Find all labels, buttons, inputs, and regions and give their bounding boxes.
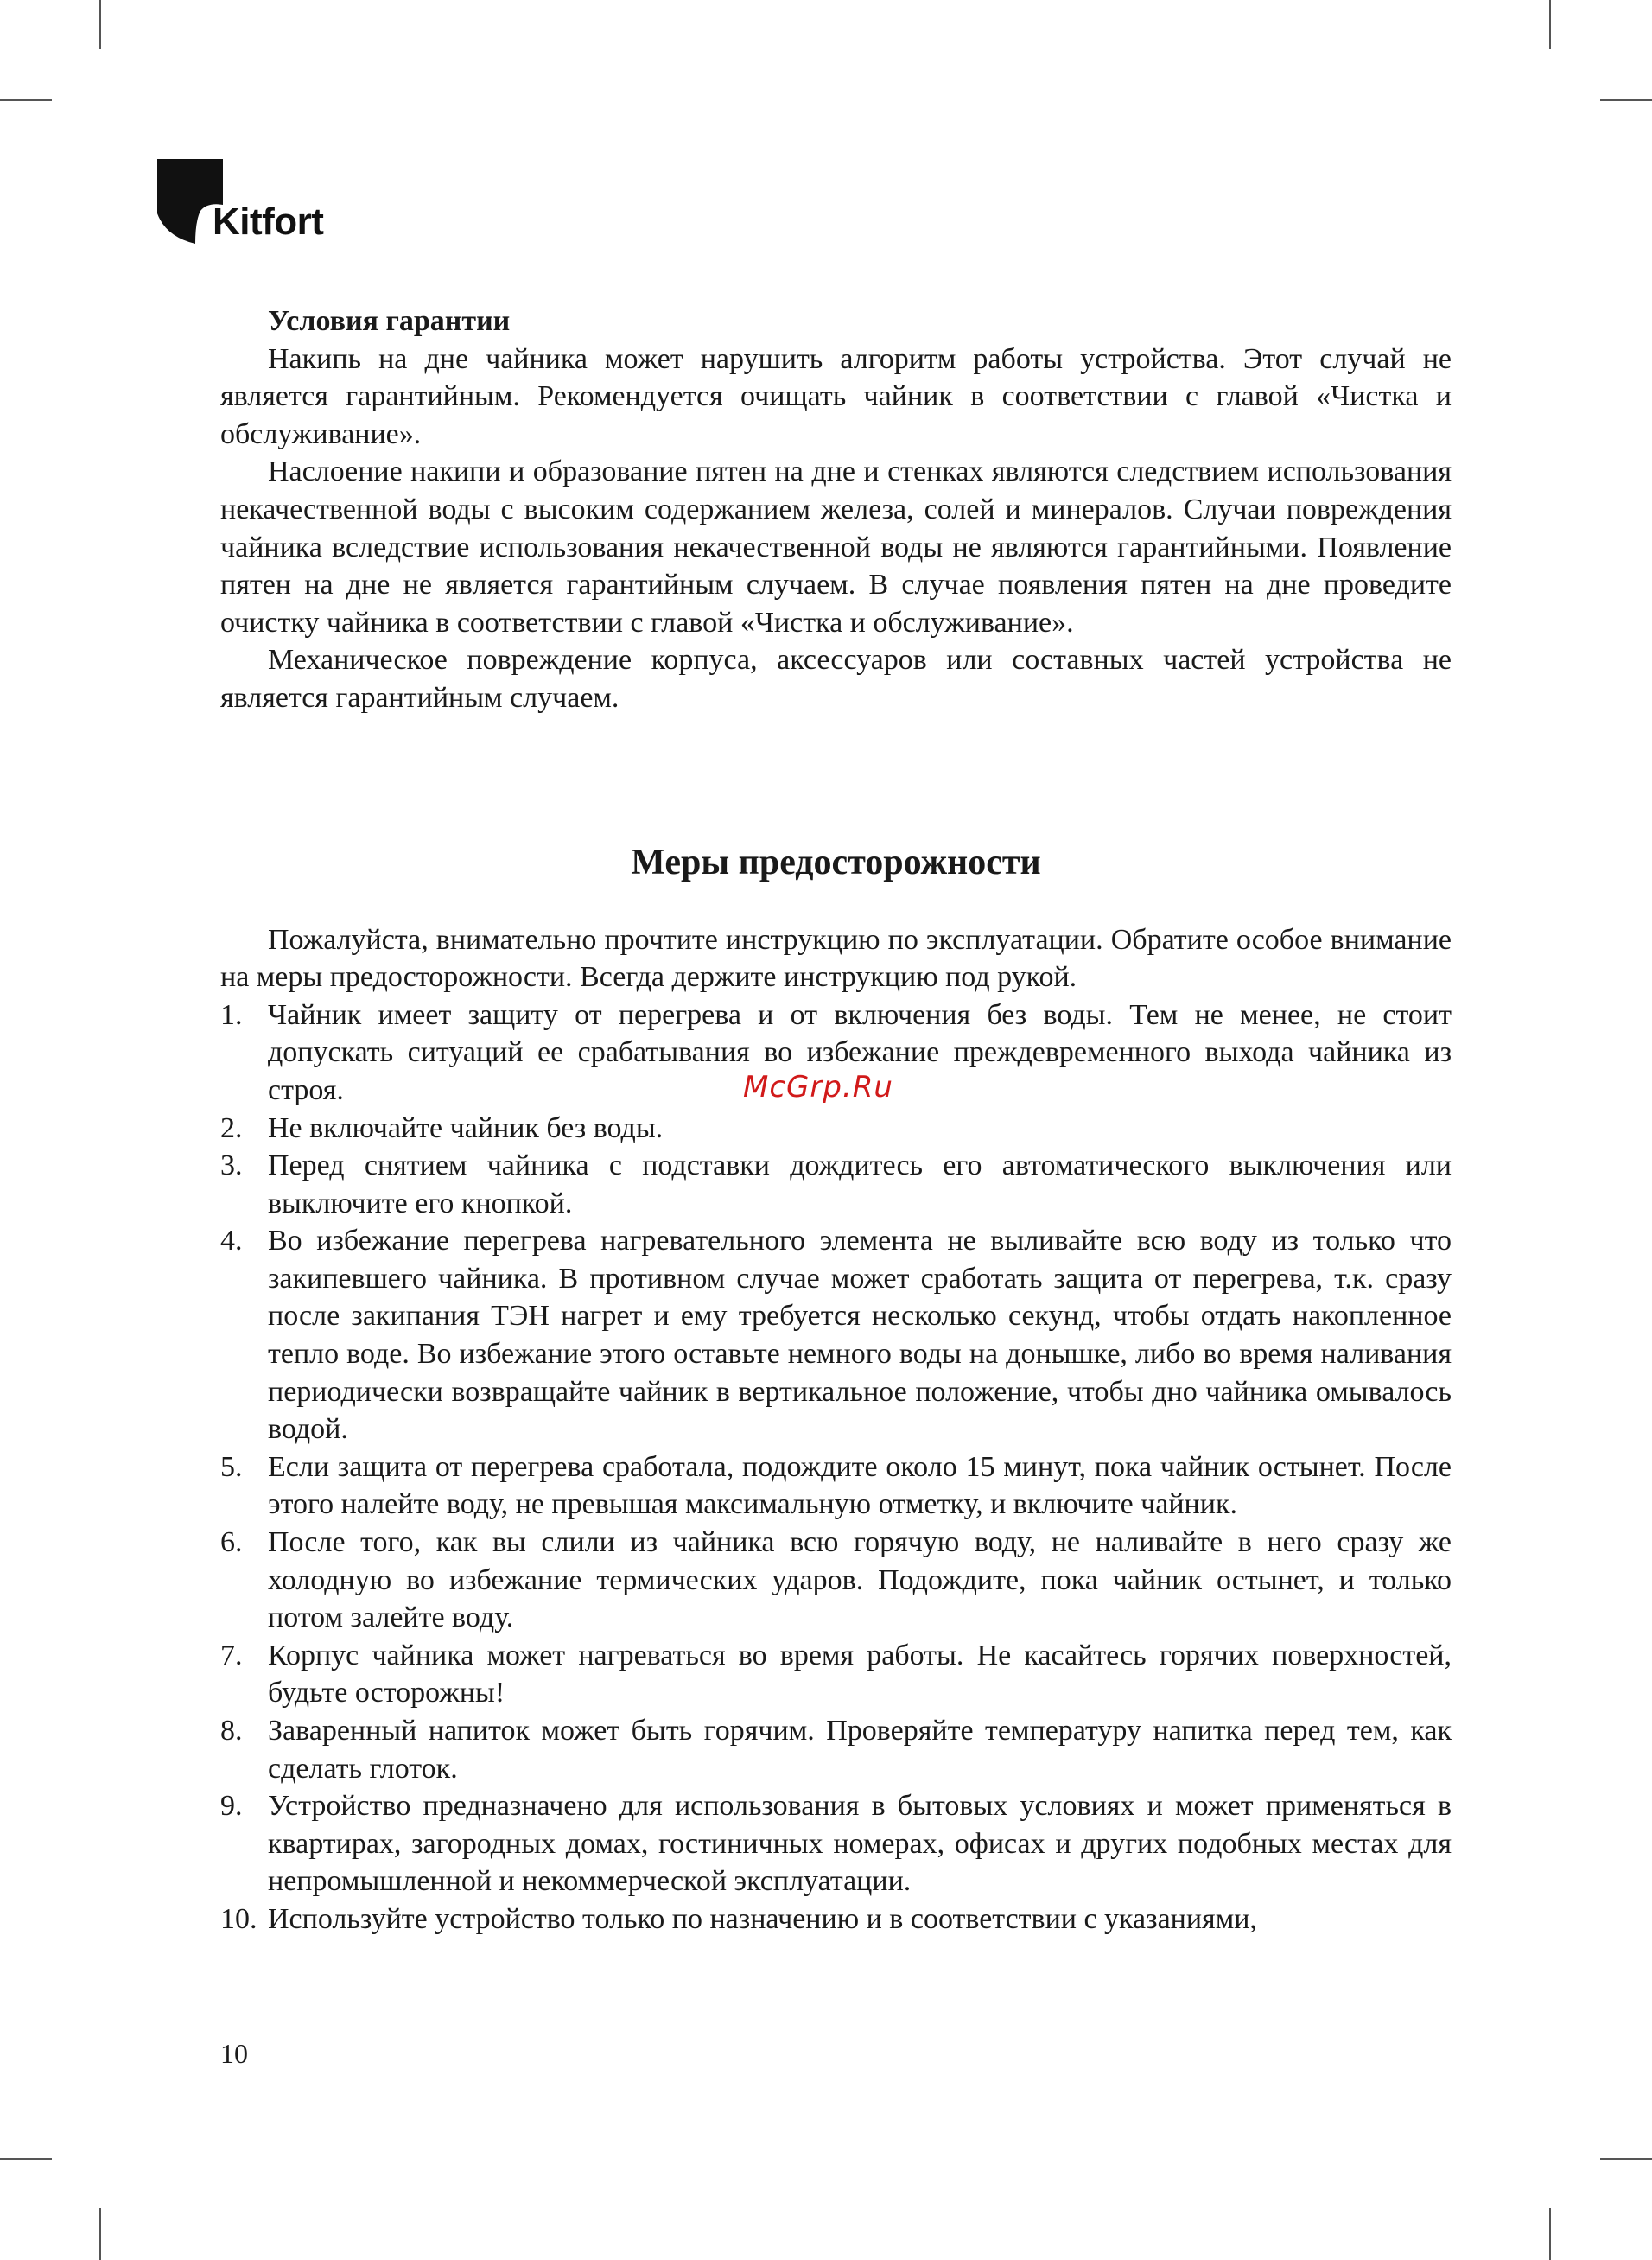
list-item-number: 2. xyxy=(220,1111,243,1144)
crop-mark-top-left-vertical xyxy=(99,0,101,49)
watermark: McGrp.Ru xyxy=(743,1070,893,1105)
precautions-list xyxy=(220,996,1452,1939)
precautions-intro: Пожалуйста, внимательно прочтите инструкцию по эксплуатации. Обратите особое внимание на меры предосторожности. Всегда держите инструкцию под рукой. xyxy=(220,923,1452,994)
list-item-number: 8. xyxy=(220,1715,243,1747)
crop-mark-top-right-horizontal xyxy=(1600,99,1652,101)
brand-logo xyxy=(156,157,363,252)
list-item-text: После того, как вы слили из чайника всю горячую воду, не наливайте в него сразу же холодную во избежание термических ударов. Подождите, пока чайник остынет, и только потом залейте воду. xyxy=(268,1526,1452,1634)
crop-mark-bottom-left-horizontal xyxy=(0,2158,52,2160)
list-item xyxy=(220,1712,1452,1787)
brand-name: Kitfort xyxy=(213,201,324,243)
list-item-text: Перед снятием чайника с подставки дождитесь его автоматического выключения или выключите его кнопкой. xyxy=(268,1149,1452,1219)
list-item-number: 3. xyxy=(220,1149,243,1182)
crop-mark-bottom-right-horizontal xyxy=(1600,2158,1652,2160)
page-number: 10 xyxy=(220,2038,248,2069)
list-item-text: Если защита от перегрева сработала, подождите около 15 минут, пока чайник остынет. После этого налейте воду, не превышая максимальную отметку, и включите чайник. xyxy=(268,1450,1452,1521)
crop-mark-bottom-right-vertical xyxy=(1549,2208,1551,2260)
list-item-number: 1. xyxy=(220,998,243,1031)
warranty-paragraph: Наслоение накипи и образование пятен на дне и стенках являются следствием использования некачественной воды с высоким содержанием железа, солей и минералов. Случаи повреждения чайника вследствие использования некачественной воды не являются гарантийными. Появление пятен на дне не является гарантийным случаем. В случае появления пятен на дне проведите очистку чайника в соответствии с главой «Чистка и обслуживание». xyxy=(220,455,1452,639)
list-item-number: 4. xyxy=(220,1225,243,1257)
crop-mark-bottom-left-vertical xyxy=(99,2208,101,2260)
list-item-number: 10. xyxy=(220,1902,257,1935)
list-item xyxy=(220,1448,1452,1524)
list-item xyxy=(220,1900,1452,1939)
list-item-text: Чайник имеет защиту от перегрева и от включения без воды. Тем не менее, не стоит допускать ситуаций ее срабатывания во избежание преждевременного выхода чайника из строя. xyxy=(268,998,1452,1106)
list-item xyxy=(220,1637,1452,1712)
list-item xyxy=(220,1787,1452,1900)
list-item-text: Устройство предназначено для использования в бытовых условиях и может применяться в квартирах, загородных домах, гостиничных номерах, офисах и других подобных местах для непромышленной и некоммерческой эксплуатации. xyxy=(268,1790,1452,1898)
warranty-heading: Условия гарантии xyxy=(268,305,511,337)
list-item-text: Не включайте чайник без воды. xyxy=(268,1111,664,1144)
warranty-paragraph: Накипь на дне чайника может нарушить алгоритм работы устройства. Этот случай не является гарантийным. Рекомендуется очищать чайник в соответствии с главой «Чистка и обслуживание». xyxy=(220,342,1452,450)
list-item-number: 7. xyxy=(220,1639,243,1671)
list-item-number: 6. xyxy=(220,1526,243,1559)
warranty-paragraph: Механическое повреждение корпуса, аксессуаров или составных частей устройства не является гарантийным случаем. xyxy=(220,644,1452,714)
list-item xyxy=(220,1147,1452,1222)
list-item-text: Используйте устройство только по назначению и в соответствии с указаниями, xyxy=(268,1902,1257,1935)
list-item xyxy=(220,1222,1452,1448)
list-item-text: Корпус чайника может нагреваться во время работы. Не касайтесь горячих поверхностей, будьте осторожны! xyxy=(268,1639,1452,1709)
list-item xyxy=(220,1524,1452,1637)
list-item-number: 5. xyxy=(220,1450,243,1483)
list-item-text: Во избежание перегрева нагревательного элемента не выливайте всю воду из только что закипевшего чайника. В противном случае может сработать защита от перегрева, т.к. сразу после закипания ТЭН нагрет и ему требуется несколько секунд, чтобы отдать накопленное тепло воде. Во избежание этого оставьте немного воды на донышке, либо во время наливания периодически возвращайте чайник в вертикальное положение, чтобы дно чайника омывалось водой. xyxy=(268,1225,1452,1446)
list-item-text: Заваренный напиток может быть горячим. Проверяйте температуру напитка перед тем, как сделать глоток. xyxy=(268,1715,1452,1785)
crop-mark-top-left-horizontal xyxy=(0,99,52,101)
list-item xyxy=(220,1110,1452,1148)
crop-mark-top-right-vertical xyxy=(1549,0,1551,49)
page-content xyxy=(220,302,1452,1939)
list-item-number: 9. xyxy=(220,1790,243,1823)
precautions-heading: Меры предосторожности xyxy=(631,842,1041,882)
